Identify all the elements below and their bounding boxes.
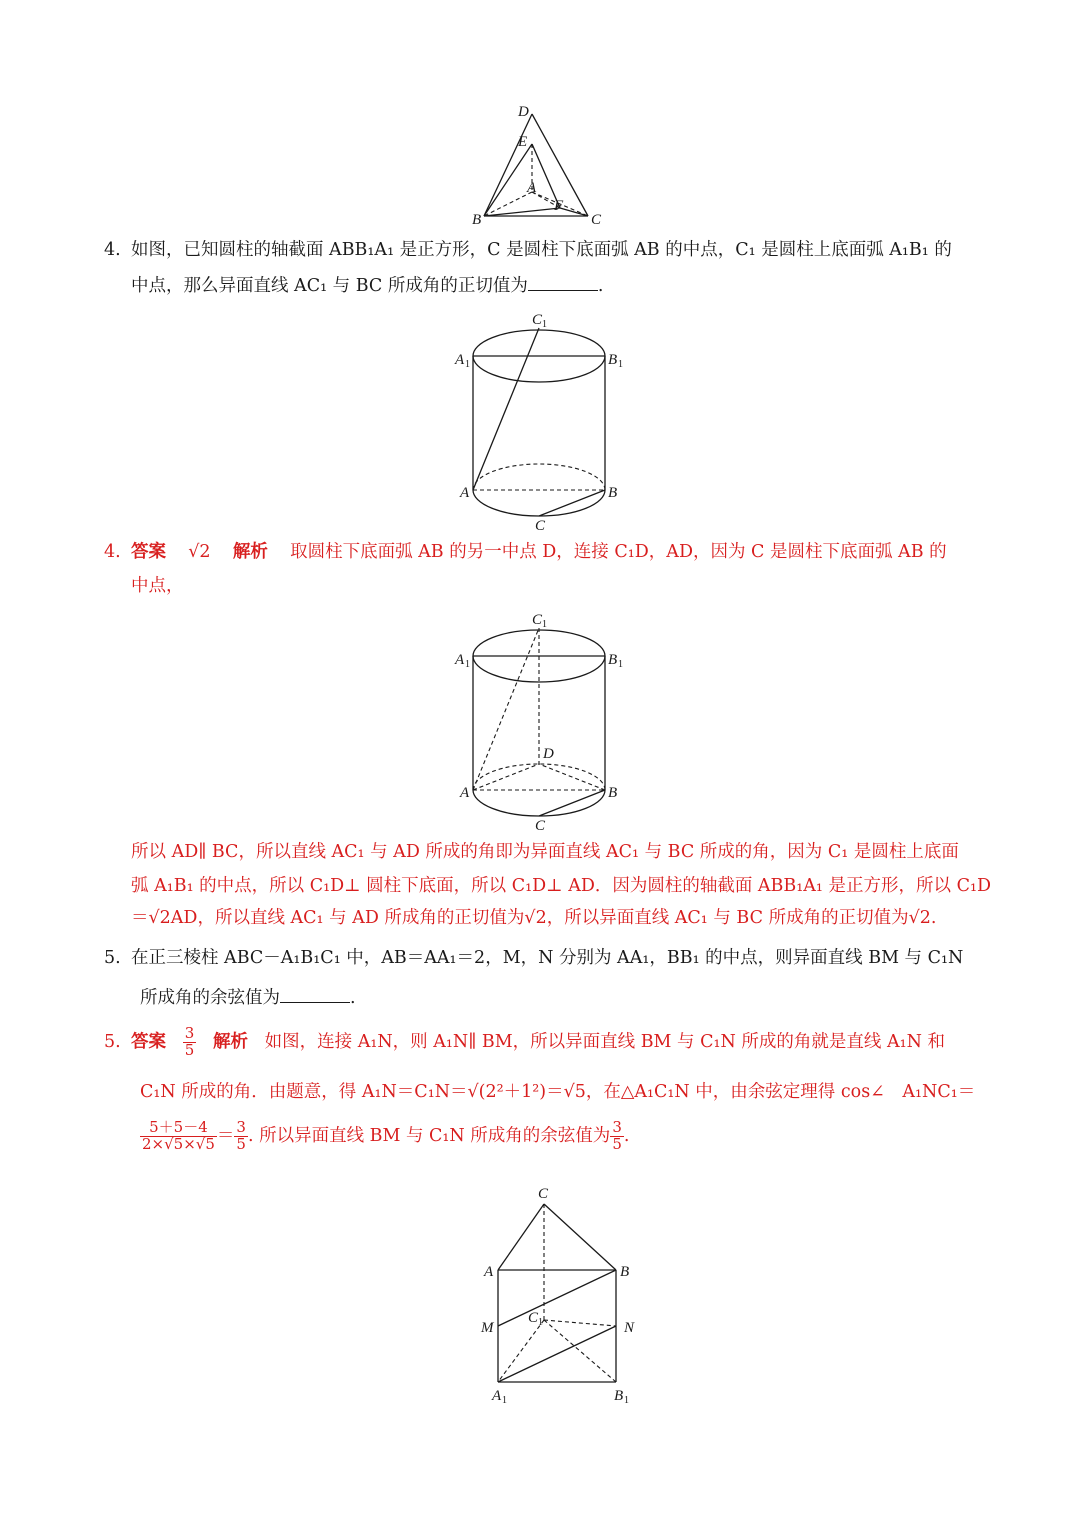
a5-result-den: 5: [236, 1135, 246, 1153]
a5-cosine-den: 2×√5×√5: [142, 1135, 215, 1153]
q5-text-line2: [140, 984, 356, 1010]
label-D: D: [518, 104, 529, 120]
label-C: C: [591, 212, 602, 228]
label-A: A: [460, 785, 470, 801]
label-C: C: [538, 1186, 549, 1202]
a5-analysis-text1: 如图，连接 A₁N，则 A₁N∥ BM，所以异面直线 BM 与 C₁N 所成的角就是直线 A₁N 和: [264, 1032, 945, 1052]
a5-equals: ＝: [216, 1126, 235, 1146]
q4-number: 4.: [104, 240, 121, 260]
a5-line3-end: .: [623, 1126, 630, 1146]
figure-cylinder-question: [450, 310, 640, 535]
a5-line1: [131, 1022, 945, 1062]
label-B: B: [620, 1264, 630, 1280]
label-A: A: [460, 485, 470, 501]
a4-answer-value: √2: [188, 542, 211, 562]
label-D: D: [543, 746, 554, 762]
label-F: F: [554, 198, 564, 214]
a5-line2: C₁N 所成的角．由题意，得 A₁N＝C₁N＝√(2²＋1²)＝√5，在△A₁C₁N 中，由余弦定理得 cos∠ A₁NC₁＝: [140, 1082, 976, 1102]
q5-text-line1: 在正三棱柱 ABC－A₁B₁C₁ 中，AB＝AA₁＝2，M，N 分别为 AA₁，BB₁ 的中点，则异面直线 BM 与 C₁N: [131, 948, 964, 968]
label-B1-sub: 1: [618, 359, 623, 370]
label-A1-sub: 1: [502, 1395, 507, 1406]
a4-analysis-text1: 取圆柱下底面弧 AB 的另一中点 D，连接 C₁D，AD，因为 C 是圆柱下底面弧 AB 的: [290, 542, 947, 562]
label-C1-sub: 1: [538, 1317, 543, 1328]
a5-answer-fraction: [183, 1026, 197, 1059]
a4-line4: 弧 A₁B₁ 的中点，所以 C₁D⊥ 圆柱下底面，所以 C₁D⊥ AD．因为圆柱的轴截面 ABB₁A₁ 是正方形，所以 C₁D: [131, 876, 992, 896]
a4-analysis-label: 解析: [232, 542, 268, 562]
label-A: A: [484, 1264, 494, 1280]
q5-text-line2-end: .: [350, 988, 356, 1008]
a5-result-fraction: [234, 1120, 248, 1153]
figure-prism: [470, 1180, 650, 1405]
label-E: E: [518, 134, 528, 150]
a4-number: 4.: [104, 542, 121, 562]
label-C1-sub: 1: [542, 319, 547, 330]
a5-answer-num: 3: [184, 1024, 195, 1043]
figure-tetrahedron: [470, 100, 610, 230]
a4-answer-label: 答案: [131, 542, 166, 562]
label-B1: B: [608, 352, 618, 368]
a5-answer-den: 5: [184, 1041, 195, 1059]
a4-line5: ＝√2AD，所以直线 AC₁ 与 AD 所成角的正切值为√2，所以异面直线 AC₁ 与 BC 所成角的正切值为√2.: [131, 908, 937, 928]
q4-text-line2-end: .: [597, 276, 604, 296]
a5-cosine-num: 5＋5－4: [140, 1120, 217, 1137]
q5-number: 5.: [104, 948, 121, 968]
label-B1: B: [608, 652, 618, 668]
label-C1-sub: 1: [542, 619, 547, 630]
a5-line3-mid: . 所以异面直线 BM 与 C₁N 所成角的余弦值为: [247, 1126, 611, 1146]
label-B: B: [608, 785, 618, 801]
label-A1-sub: 1: [465, 659, 470, 670]
label-C1: C: [532, 612, 543, 628]
a4-line3: 所以 AD∥ BC，所以直线 AC₁ 与 AD 所成的角即为异面直线 AC₁ 与 BC 所成的角，因为 C₁ 是圆柱上底面: [131, 842, 959, 862]
label-B1: B: [614, 1388, 624, 1404]
label-A: A: [527, 180, 537, 196]
a5-line3: [140, 1114, 629, 1158]
label-A1: A: [492, 1388, 502, 1404]
q4-text-line2-body: 中点，那么异面直线 AC₁ 与 BC 所成角的正切值为: [131, 276, 528, 296]
q5-text-line2-body: 所成角的余弦值为: [140, 988, 280, 1008]
figure-cylinder-answer: [450, 610, 640, 835]
a5-result-num: 3: [236, 1118, 246, 1137]
q5-answer-blank: [280, 984, 350, 1003]
label-A1: A: [455, 652, 465, 668]
a5-final-den: 5: [612, 1135, 622, 1153]
label-N: N: [624, 1320, 635, 1336]
label-A1: A: [455, 352, 465, 368]
label-B1-sub: 1: [618, 659, 623, 670]
a5-final-fraction: [610, 1120, 624, 1153]
label-C: C: [535, 818, 546, 834]
q4-answer-blank: [528, 272, 598, 291]
a4-line1: [131, 540, 947, 564]
label-C1: C: [532, 312, 543, 328]
q4-text-line2: [131, 272, 603, 298]
q4-text-line1: 如图，已知圆柱的轴截面 ABB₁A₁ 是正方形，C 是圆柱下底面弧 AB 的中点，C₁ 是圆柱上底面弧 A₁B₁ 的: [131, 240, 952, 260]
label-B: B: [472, 212, 482, 228]
a5-cosine-fraction: [140, 1120, 217, 1153]
a5-answer-label: 答案: [131, 1032, 166, 1052]
a5-number: 5.: [104, 1032, 121, 1052]
label-C1: C: [528, 1310, 539, 1326]
label-A1-sub: 1: [465, 359, 470, 370]
label-M: M: [481, 1320, 494, 1336]
a5-final-num: 3: [612, 1118, 622, 1137]
label-B: B: [608, 485, 618, 501]
label-C: C: [535, 518, 546, 534]
a4-line2: 中点，: [131, 576, 184, 596]
label-B1-sub: 1: [624, 1395, 629, 1406]
a5-analysis-label: 解析: [212, 1032, 248, 1052]
